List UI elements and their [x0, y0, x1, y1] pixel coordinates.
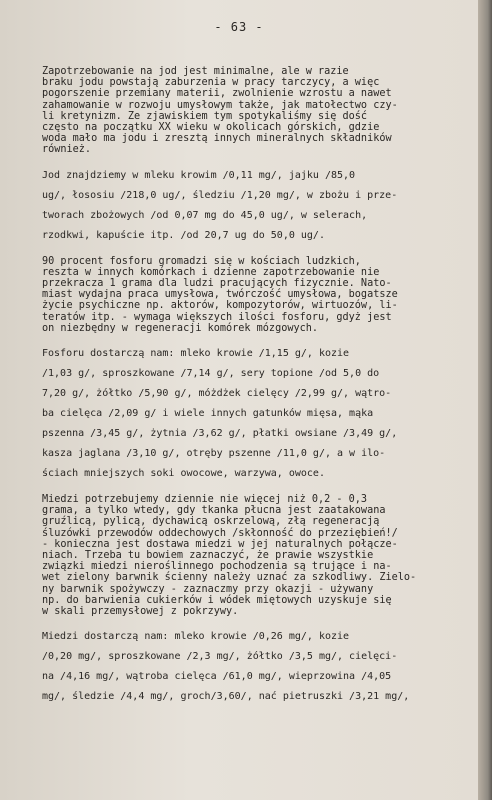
paragraph-iodine-intro: Zapotrzebowanie na jod jest minimalne, ale w razie braku jodu powstają zaburzenia w pracy tarczycy, a więc pogorszenie przemiany materii, zwolnienie wzrostu a nawet zahamowanie w rozwoju umysłowym także, jak matołectwo czy- li kretynizm. Ze zjawiskiem tym spotykaliśmy się dość często na początku XX wieku w okolicach górskich, gdzie woda mało ma jodu i zresztą innych mineralnych składników również.: [42, 66, 398, 156]
paragraph-phosphorus-intro: 90 procent fosforu gromadzi się w kościach ludzkich, reszta w innych komórkach i dzienne zapotrzebowanie nie przekracza 1 grama dla ludzi pracujących fizycznie. Nato- miast wydajna praca umysłowa, twórczość umysłowa, bogatsze życie psychiczne np. aktorów, kompozytorów, wirtuozów, li- teratów itp. - wymaga większych ilości fosforu, gdyż jest on niezbędny w regeneracji komórek mózgowych.: [42, 255, 398, 334]
page-edge-shadow: [478, 0, 492, 800]
paragraph-copper-sources: Miedzi dostarczą nam: mleko krowie /0,26 mg/, kozie /0,20 mg/, sproszkowane /2,3 mg/, żółtko /3,5 mg/, cielęci- na /4,16 mg/, wątroba cielęca /61,0 mg/, wieprzowina /4,05 mg/, śledzie /4,4 mg/, groch/3,60/, nać pietruszki /3,21 mg/,: [42, 631, 410, 703]
paragraph-iodine-sources: Jod znajdziemy w mleku krowim /0,11 mg/, jajku /85,0 ug/, łososiu /218,0 ug/, śledziu /1,20 mg/, w zbożu i prze- tworach zbożowych /od 0,07 mg do 45,0 ug/, w selerach, rzodkwi, kapuście itp. /od 20,7 ug do 50,0 ug/.: [42, 169, 398, 241]
page-number: - 63 -: [214, 20, 264, 34]
paragraph-phosphorus-sources: Fosforu dostarczą nam: mleko krowie /1,15 g/, kozie /1,03 g/, sproszkowane /7,14 g/, sery topione /od 5,0 do 7,20 g/, żółtko /5,90 g/, móżdżek cielęcy /2,99 g/, wątro- ba cielęca /2,09 g/ i wiele innych gatunków mięsa, mąka pszenna /3,45 g/, żytnia /3,62 g/, płatki owsiane /3,49 g/, kasza jaglana /3,10 g/, otręby pszenne /11,0 g/, a w ilo- ściach mniejszych soki owocowe, warzywa, owoce.: [42, 348, 398, 480]
paragraph-copper-intro: Miedzi potrzebujemy dziennie nie więcej niż 0,2 - 0,3 grama, a tylko wtedy, gdy tkanka płucna jest zaatakowana gruźlicą, pylicą, dychawicą oskrzelową, złą regeneracją śluzówki przewodów oddechowych /skłonność do przeziębień!/ - konieczna jest dostawa miedzi w jej naturalnych połącze- niach. Trzeba tu bowiem zaznaczyć, że prawie wszystkie związki miedzi nieroślinnego pochodzenia są trujące i na- wet zielony barwnik ścienny należy uznać za szkodliwy. Zielo- ny barwnik spożywczy - zaznaczmy przy okazji - używany np. do barwienia cukierków i wódek miętowych uzyskuje się w skali przemysłowej z pokrzywy.: [42, 494, 417, 618]
page-body: [42, 66, 458, 717]
